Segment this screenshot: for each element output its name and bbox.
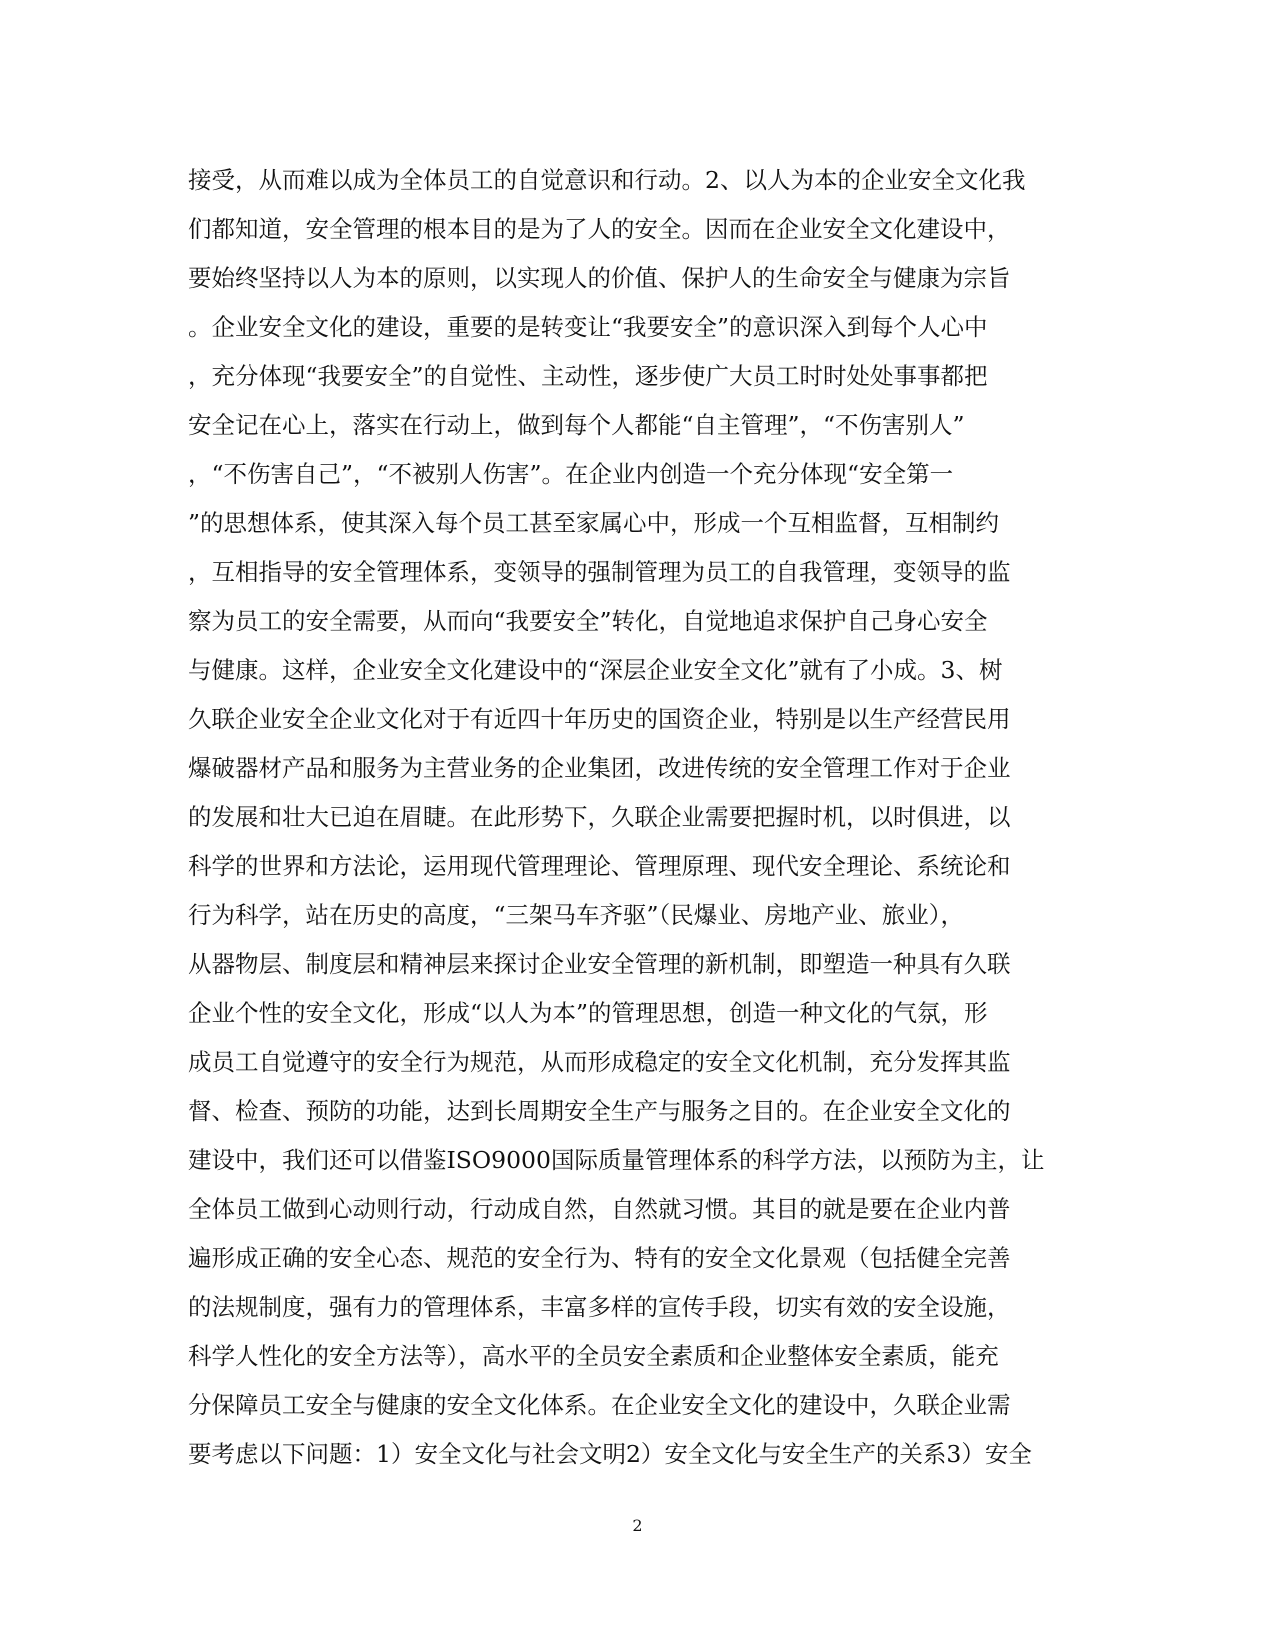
text-line: 建设中，我们还可以借鉴ISO9000国际质量管理体系的科学方法，以预防为主，让 bbox=[188, 1146, 1045, 1174]
text-line: 企业个性的安全文化，形成“以人为本”的管理思想，创造一种文化的气氛，形 bbox=[188, 999, 988, 1027]
text-line: 全体员工做到心动则行动，行动成自然，自然就习惯。其目的就是要在企业内普 bbox=[188, 1195, 1011, 1223]
text-line: 成员工自觉遵守的安全行为规范，从而形成稳定的安全文化机制，充分发挥其监 bbox=[188, 1048, 1011, 1076]
text-line: 科学人性化的安全方法等），高水平的全员安全素质和企业整体安全素质，能充 bbox=[188, 1342, 999, 1370]
text-line: 要始终坚持以人为本的原则，以实现人的价值、保护人的生命安全与健康为宗旨 bbox=[188, 264, 1011, 292]
text-line: 察为员工的安全需要，从而向“我要安全”转化，自觉地追求保护自己身心安全 bbox=[188, 607, 988, 635]
text-line: ，充分体现“我要安全”的自觉性、主动性，逐步使广大员工时时处处事事都把 bbox=[188, 362, 988, 390]
text-line: 爆破器材产品和服务为主营业务的企业集团，改进传统的安全管理工作对于企业 bbox=[188, 754, 1011, 782]
text-line: 科学的世界和方法论，运用现代管理理论、管理原理、现代安全理论、系统论和 bbox=[188, 852, 1011, 880]
text-line: 安全记在心上，落实在行动上，做到每个人都能“自主管理”，“不伤害别人” bbox=[188, 411, 965, 439]
text-line: 们都知道，安全管理的根本目的是为了人的安全。因而在企业安全文化建设中， bbox=[188, 215, 1011, 243]
text-line: 接受，从而难以成为全体员工的自觉意识和行动。2、以人为本的企业安全文化我 bbox=[188, 166, 1026, 194]
text-line: 要考虑以下问题：1）安全文化与社会文明2）安全文化与安全生产的关系3）安全 bbox=[188, 1440, 1032, 1468]
text-line: 的法规制度，强有力的管理体系，丰富多样的宣传手段，切实有效的安全设施， bbox=[188, 1293, 1011, 1321]
text-line: ”的思想体系，使其深入每个员工甚至家属心中，形成一个互相监督，互相制约 bbox=[188, 509, 1000, 537]
text-line: 从器物层、制度层和精神层来探讨企业安全管理的新机制，即塑造一种具有久联 bbox=[188, 950, 1011, 978]
text-line: ，“不伤害自己”，“不被别人伤害”。在企业内创造一个充分体现“安全第一 bbox=[188, 460, 954, 488]
text-line: 久联企业安全企业文化对于有近四十年历史的国资企业，特别是以生产经营民用 bbox=[188, 705, 1011, 733]
text-line: 行为科学，站在历史的高度，“三架马车齐驱”（民爆业、房地产业、旅业）， bbox=[188, 901, 965, 929]
text-line: 分保障员工安全与健康的安全文化体系。在企业安全文化的建设中，久联企业需 bbox=[188, 1391, 1011, 1419]
text-line: 督、检查、预防的功能，达到长周期安全生产与服务之目的。在企业安全文化的 bbox=[188, 1097, 1011, 1125]
text-line: 。企业安全文化的建设，重要的是转变让“我要安全”的意识深入到每个人心中 bbox=[188, 313, 988, 341]
page-number: 2 bbox=[632, 1516, 643, 1535]
text-line: 与健康。这样，企业安全文化建设中的“深层企业安全文化”就有了小成。3、树 bbox=[188, 656, 1003, 684]
text-line: 的发展和壮大已迫在眉睫。在此形势下，久联企业需要把握时机，以时俱进，以 bbox=[188, 803, 1011, 831]
text-line: ，互相指导的安全管理体系，变领导的强制管理为员工的自我管理，变领导的监 bbox=[188, 558, 1011, 586]
text-line: 遍形成正确的安全心态、规范的安全行为、特有的安全文化景观（包括健全完善 bbox=[188, 1244, 1011, 1272]
body-text bbox=[188, 156, 1088, 1479]
